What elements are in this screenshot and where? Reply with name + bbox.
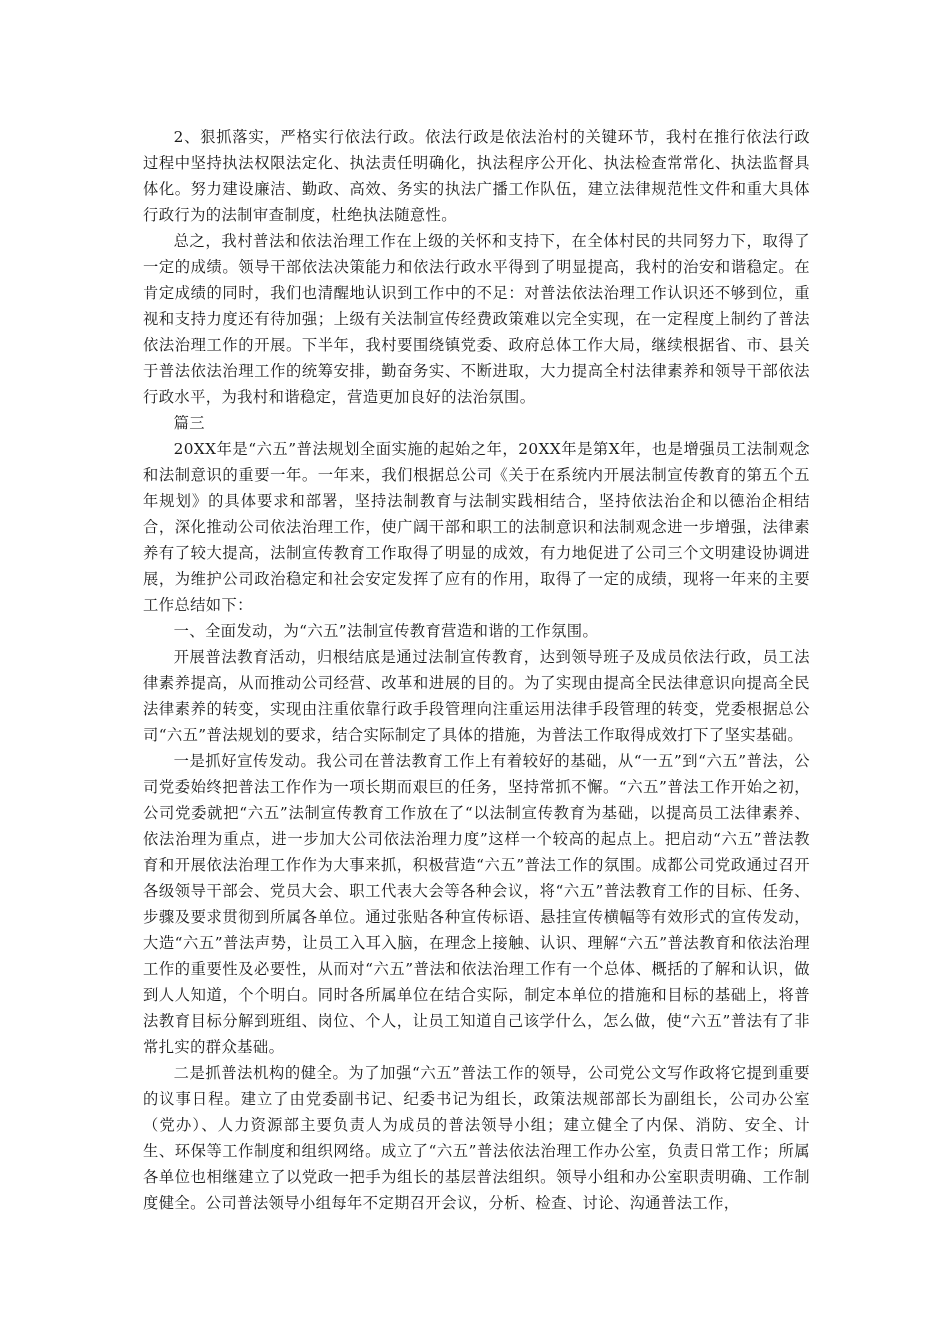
- paragraph-publicity: 一是抓好宣传发动。我公司在普法教育工作上有着较好的基础，从“一五”到“六五”普法，公司党委始终把普法工作作为一项长期而艰巨的任务，坚持常抓不懈。“六五”普法工作开始之初，公司党委就把“六五”法制宣传教育工作放在了“以法制宣传教育为基础，以提高员工法律素养、依法治理为重点，进一步加大公司依法治理力度”这样一个较高的起点上。把启动“六五”普法教育和开展依法治理工作作为大事来抓，积极营造“六五”普法工作的氛围。成都公司党政通过召开各级领导干部会、党员大会、职工代表大会等各种会议，将“六五”普法教育工作的目标、任务、步骤及要求贯彻到所属各单位。通过张贴各种宣传标语、悬挂宣传横幅等有效形式的宣传发动，大造“六五”普法声势，让员工入耳入脑，在理念上接触、认识、理解“六五”普法教育和依法治理工作的重要性及必要性，从而对“六五”普法和依法治理工作有一个总体、概括的了解和认识，做到人人知道，个个明白。同时各所属单位在结合实际，制定本单位的措施和目标的基础上，将普法教育目标分解到班组、岗位、个人，让员工知道自己该学什么，怎么做，使“六五”普法有了非常扎实的群众基础。: [143, 752, 810, 1056]
- paragraph-organization: 二是抓普法机构的健全。为了加强“六五”普法工作的领导，公司党公文写作政将它提到重要的议事日程。建立了由党委副书记、纪委书记为组长，政策法规部部长为副组长，公司办公室（党办）、人力资源部主要负责人为成员的普法领导小组；建立健全了内保、消防、安全、计生、环保等工作制度和组织网络。成立了“六五”普法依法治理工作办公室，负责日常工作；所属各单位也相继建立了以党政一把手为组长的基层普法组织。领导小组和办公室职责明确、工作制度健全。公司普法领导小组每年不定期召开会议，分析、检查、讨论、沟通普法工作，: [143, 1064, 810, 1212]
- section-subheading-mobilization: 一、全面发动，为“六五”法制宣传教育营造和谐的工作氛围。: [173, 622, 599, 640]
- document-body: [143, 124, 810, 1216]
- paragraph-legal-education: 开展普法教育活动，归根结底是通过法制宣传教育，达到领导班子及成员依法行政，员工法律素养提高，从而推动公司经营、改革和进展的目的。为了实现由提高全民法律意识向提高全民法律素养的转变，实现由注重依靠行政手段管理向注重运用法律手段管理的转变，党委根据总公司“六五”普法规划的要求，结合实际制定了具体的措施，为普法工作取得成效打下了坚实基础。: [143, 648, 810, 744]
- section-heading-part-three: 篇三: [173, 414, 205, 432]
- paragraph-law-enforcement: 2、狠抓落实，严格实行依法行政。依法行政是依法治村的关键环节，我村在推行依法行政过程中坚持执法权限法定化、执法责任明确化，执法程序公开化、执法检查常常化、执法监督具体化。努力建设廉洁、勤政、高效、务实的执法广播工作队伍，建立法律规范性文件和重大具体行政行为的法制审查制度，杜绝执法随意性。: [143, 128, 810, 224]
- paragraph-intro: 20XX年是“六五”普法规划全面实施的起始之年，20XX年是第X年，也是增强员工法制观念和法制意识的重要一年。一年来，我们根据总公司《关于在系统内开展法制宣传教育的第五个五年规划》的具体要求和部署，坚持法制教育与法制实践相结合，坚持依法治企和以德治企相结合，深化推动公司依法治理工作，使广阔干部和职工的法制意识和法制观念进一步增强，法律素养有了较大提高，法制宣传教育工作取得了明显的成效，有力地促进了公司三个文明建设协调进展，为维护公司政治稳定和社会安定发挥了应有的作用，取得了一定的成绩，现将一年来的主要工作总结如下：: [143, 440, 810, 614]
- paragraph-summary: 总之，我村普法和依法治理工作在上级的关怀和支持下，在全体村民的共同努力下，取得了一定的成绩。领导干部依法决策能力和依法行政水平得到了明显提高，我村的治安和谐稳定。在肯定成绩的同时，我们也清醒地认识到工作中的不足：对普法依法治理工作认识还不够到位，重视和支持力度还有待加强；上级有关法制宣传经费政策难以完全实现，在一定程度上制约了普法依法治理工作的开展。下半年，我村要围绕镇党委、政府总体工作大局，继续根据省、市、县关于普法依法治理工作的统筹安排，勤奋务实、不断进取，大力提高全村法律素养和领导干部依法行政水平，为我村和谐稳定，营造更加良好的法治氛围。: [143, 232, 810, 406]
